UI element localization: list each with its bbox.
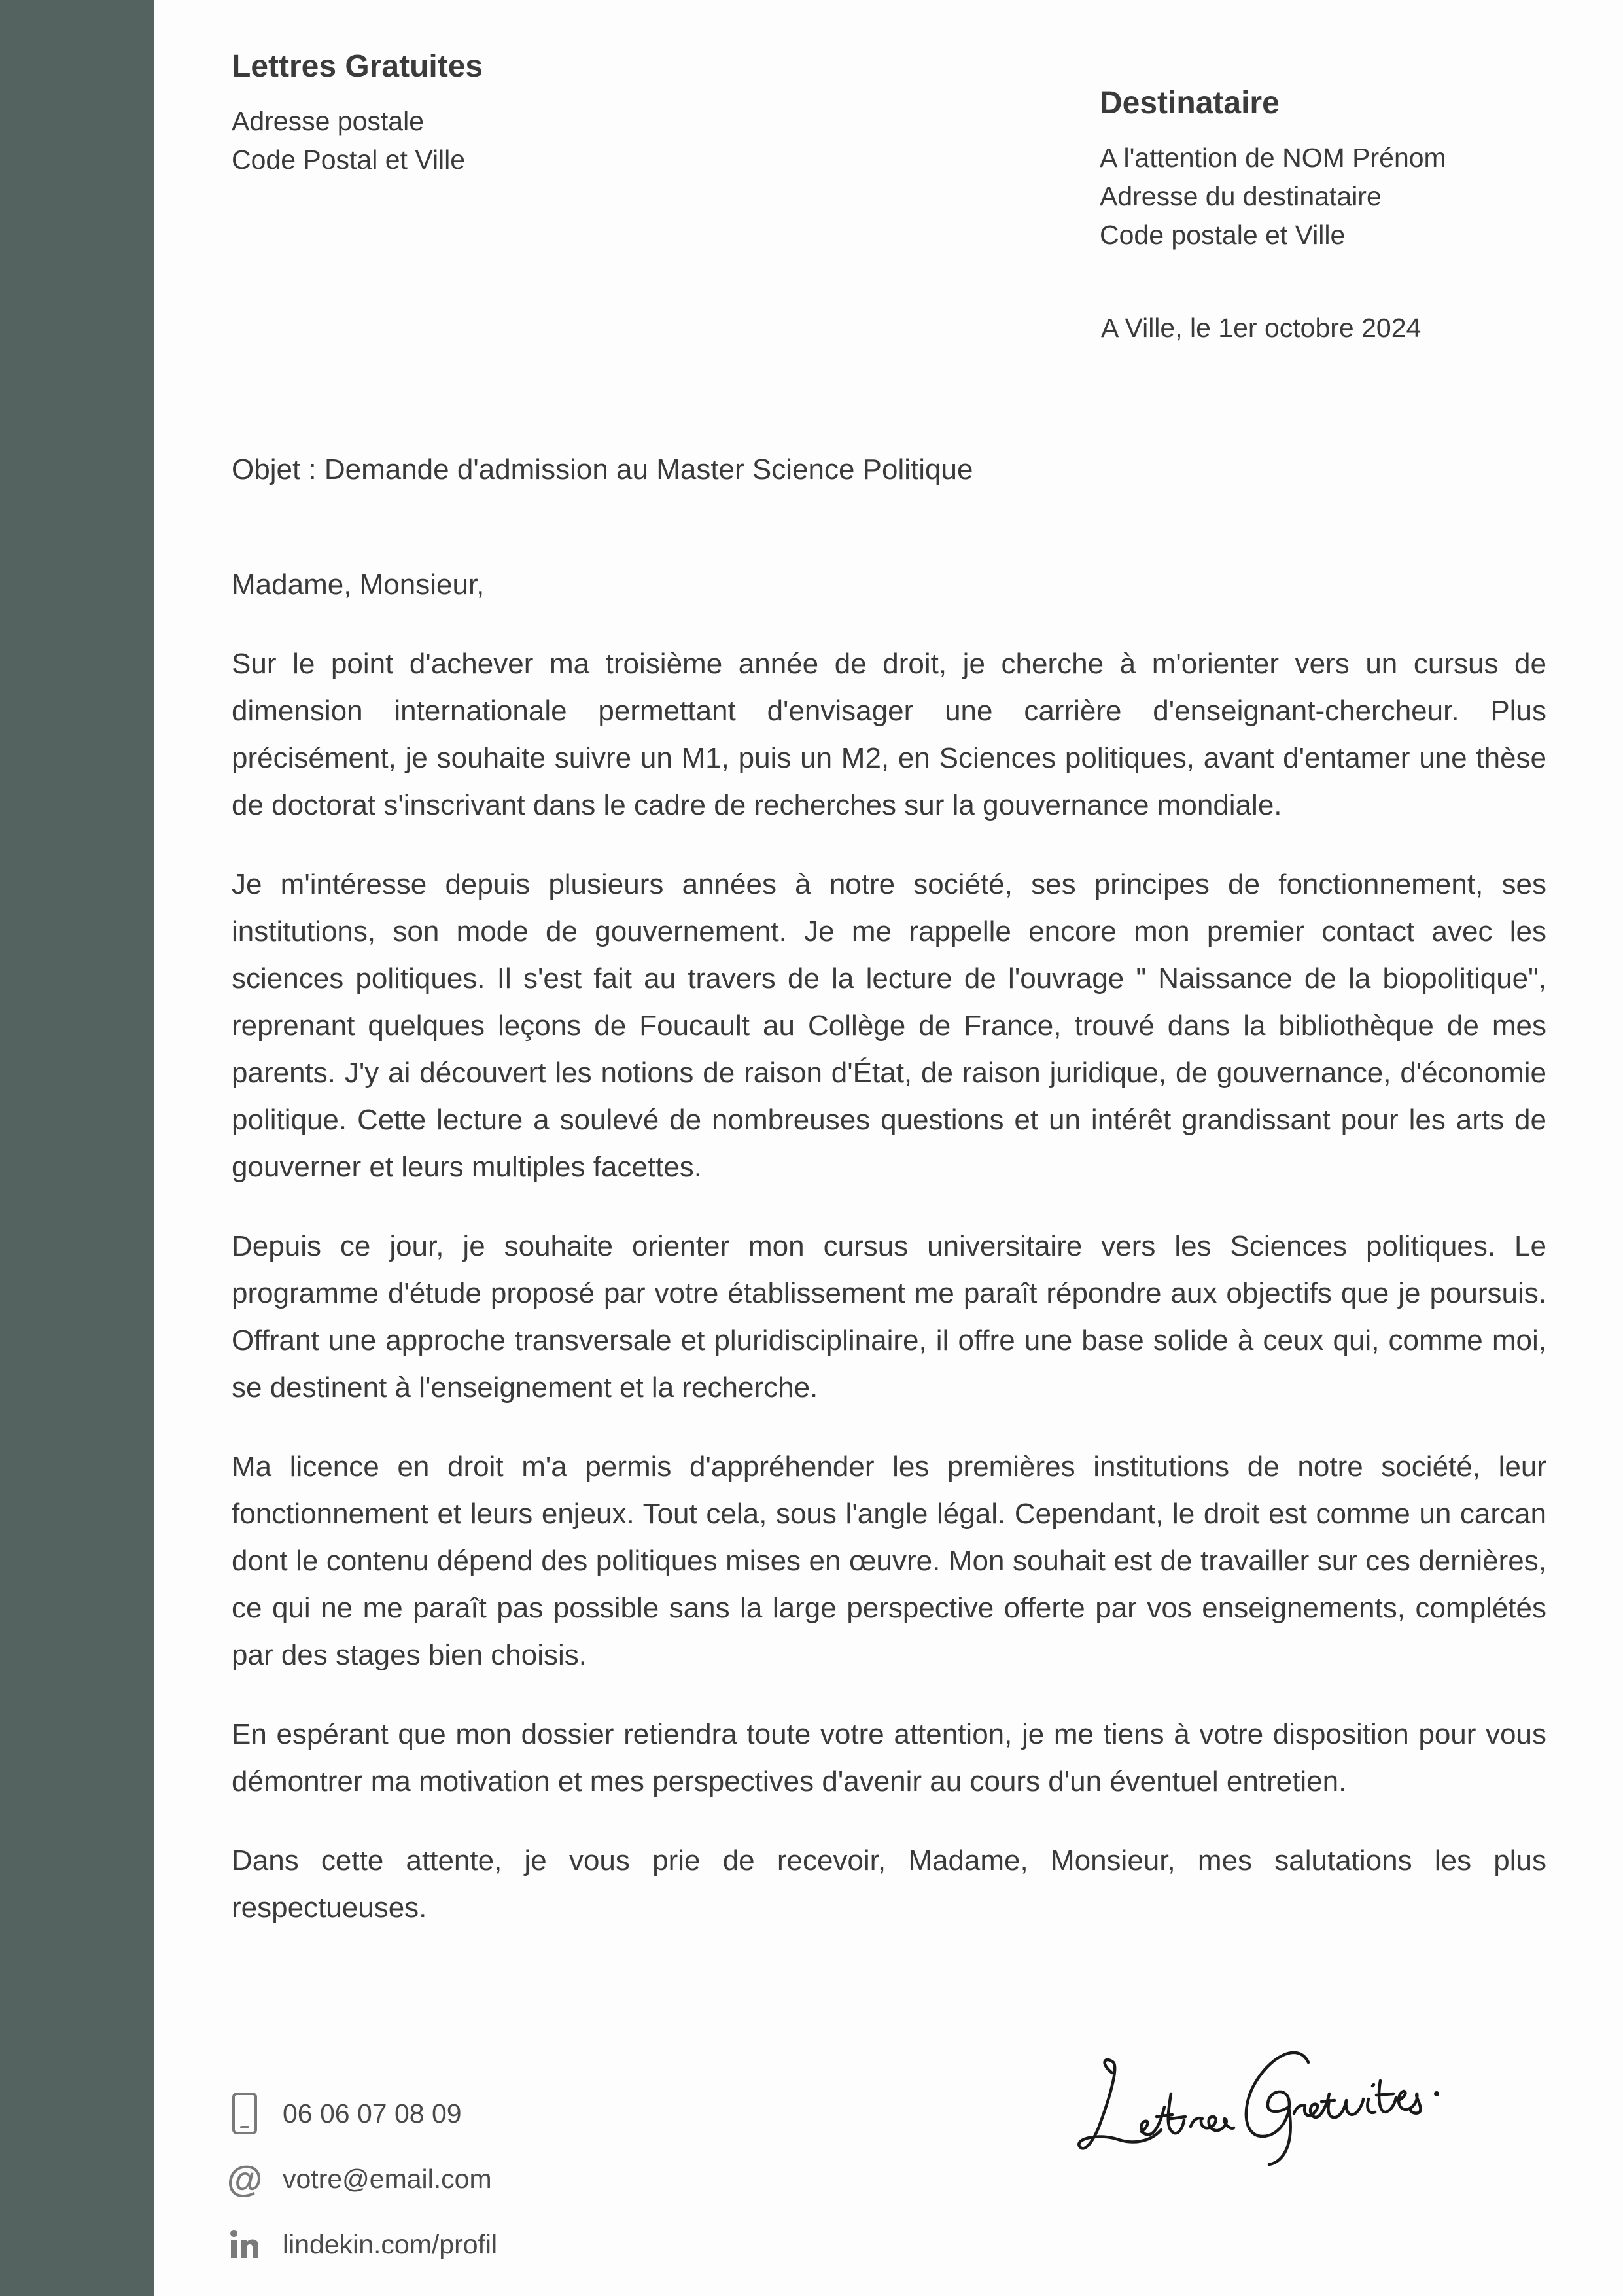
recipient-address: Adresse du destinataire (1100, 181, 1382, 211)
body-paragraph: Je m'intéresse depuis plusieurs années à notre société, ses principes de fonctionnement, ses institutions, son mode de gouvernement. Je me rappelle encore mon premier contact avec les sciences politiques. Il s'est fait au travers de la lecture de l'ouvrage " Naissance de la biopolitique", reprenant quelques leçons de Foucault au Collège de France, trouvé dans la bibliothèque de mes parents. J'y ai découvert les notions de raison d'État, de raison juridique, de gouvernance, d'économie politique. Cette lecture a soulevé de nombreuses questions et un intérêt grandissant pour les arts de gouverner et leurs multiples facettes. (232, 868, 1546, 1183)
sender-block (232, 46, 483, 179)
contact-phone (226, 2081, 497, 2146)
sidebar-band (0, 0, 154, 2296)
sender-address: Adresse postale (232, 106, 425, 136)
linkedin-url[interactable]: lindekin.com/profil (283, 2229, 498, 2259)
recipient-block (1100, 82, 1446, 255)
recipient-attention: A l'attention de NOM Prénom (1100, 143, 1446, 173)
recipient-title: Destinataire (1100, 86, 1280, 120)
letter-salutation: Madame, Monsieur, (232, 569, 485, 601)
sender-name: Lettres Gratuites (232, 49, 483, 84)
phone-icon (226, 2091, 263, 2136)
signature-image (1073, 2015, 1465, 2166)
body-paragraph: En espérant que mon dossier retiendra toute votre attention, je me tiens à votre disposition pour vous démontrer ma motivation et mes perspectives d'avenir au cours d'un éventuel entretien. (232, 1718, 1546, 1797)
phone-number: 06 06 07 08 09 (283, 2098, 462, 2128)
sender-city: Code Postal et Ville (232, 145, 466, 175)
letter-body (232, 641, 1546, 1964)
email-address[interactable]: votre@email.com (283, 2164, 492, 2194)
contact-linkedin (226, 2212, 497, 2277)
body-paragraph: Ma licence en droit m'a permis d'appréhender les premières institutions de notre société, leur fonctionnement et leurs enjeux. Tout cela, sous l'angle légal. Cependant, le droit est comme un carcan dont le contenu dépend des politiques mises en œuvre. Mon souhait est de travailler sur ces dernières, ce qui ne me paraît pas possible sans la large perspective offerte par vos enseignements, complétés par des stages bien choisis. (232, 1451, 1546, 1671)
contact-email (226, 2146, 497, 2212)
letter-subject: Objet : Demande d'admission au Master Science Politique (232, 453, 973, 486)
body-paragraph: Sur le point d'achever ma troisième année de droit, je cherche à m'orienter vers un cursus de dimension internationale permettant d'envisager une carrière d'enseignant-chercheur. Plus précisément, je souhaite suivre un M1, puis un M2, en Sciences politiques, avant d'entamer une thèse de doctorat s'inscrivant dans le cadre de recherches sur la gouvernance mondiale. (232, 648, 1546, 821)
contact-list (226, 2081, 497, 2277)
body-paragraph: Depuis ce jour, je souhaite orienter mon cursus universitaire vers les Sciences politiques. Le programme d'étude proposé par votre établissement me paraît répondre aux objectifs que je poursuis. Offrant une approche transversale et pluridisciplinaire, il offre une base solide à ceux qui, comme moi, se destinent à l'enseignement et la recherche. (232, 1230, 1546, 1404)
linkedin-icon (226, 2221, 263, 2267)
at-icon: @ (226, 2158, 263, 2199)
body-paragraph: Dans cette attente, je vous prie de recevoir, Madame, Monsieur, mes salutations les plus respectueuses. (232, 1845, 1546, 1924)
letter-date: A Ville, le 1er octobre 2024 (1101, 313, 1422, 343)
recipient-city: Code postale et Ville (1100, 220, 1346, 250)
